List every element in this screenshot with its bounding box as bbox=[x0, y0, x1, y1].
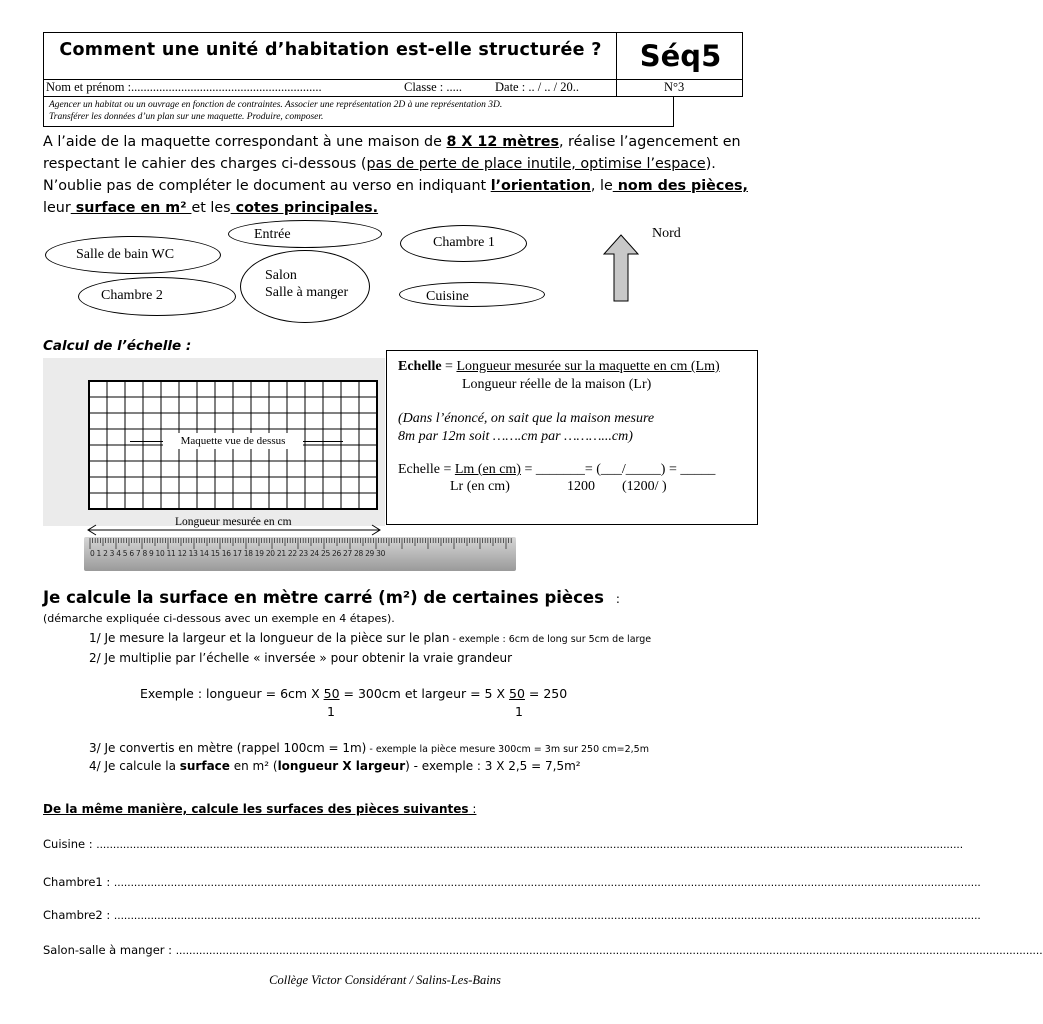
north-arrow-icon bbox=[603, 234, 639, 302]
intro-orientation: l’orientation bbox=[490, 178, 591, 194]
scale-formula-box bbox=[386, 350, 758, 525]
answer-line-chambre2[interactable] bbox=[43, 908, 981, 922]
formula-label: Echelle bbox=[398, 359, 442, 374]
surface-heading bbox=[43, 588, 620, 607]
number-field: N°3 bbox=[664, 80, 685, 94]
answer-dots[interactable]: .................................................................................................................................................................................................................................................................... bbox=[113, 908, 981, 922]
measure-label: Longueur mesurée en cm bbox=[175, 516, 292, 528]
calc-den3: (1200/ ) bbox=[622, 479, 667, 494]
answer-dots[interactable]: .................................................................................................................................................................................................................................................................... bbox=[175, 943, 1043, 957]
example-line bbox=[140, 686, 567, 701]
room-label-cuisine: Cuisine bbox=[426, 289, 469, 304]
room-oval-chambre2 bbox=[78, 277, 236, 316]
example-fraction1: 50 bbox=[323, 686, 340, 701]
calc-label: Echelle = bbox=[398, 462, 455, 477]
room-label-chambre2: Chambre 2 bbox=[101, 288, 163, 303]
answer-dots[interactable]: .................................................................................................................................................................................................................................................................... bbox=[113, 875, 981, 889]
objectives-line2: Transférer les données d’un plan sur une maquette. Produire, composer. bbox=[49, 112, 324, 122]
room-label-chambre1: Chambre 1 bbox=[433, 235, 495, 250]
sequence-label: Séq5 bbox=[639, 39, 722, 73]
formula-numerator: Longueur mesurée sur la maquette en cm (Lm) bbox=[456, 359, 720, 374]
example-text: = 300cm et largeur = 5 X bbox=[339, 686, 510, 701]
intro-text: , le bbox=[590, 178, 613, 194]
grid-label-line-right bbox=[303, 441, 343, 442]
calc-numerator: Lm (en cm) bbox=[454, 462, 521, 477]
room-oval-entree bbox=[228, 220, 382, 248]
step4 bbox=[89, 759, 581, 773]
step2: 2/ Je multiplie par l’échelle « inversée » pour obtenir la vraie grandeur bbox=[89, 651, 513, 665]
grid-label-line-left bbox=[130, 441, 163, 442]
intro-constraint: pas de perte de place inutile, optimise l’espace bbox=[366, 156, 706, 172]
formula-eq: = bbox=[441, 359, 457, 374]
step3 bbox=[89, 741, 649, 755]
step3-example: - exemple la pièce mesure 300cm = 3m sur 250 cm=2,5m bbox=[366, 744, 649, 755]
ruler bbox=[84, 537, 516, 571]
answer-label-salon: Salon-salle à manger : bbox=[43, 943, 176, 957]
intro-paragraph bbox=[43, 131, 758, 219]
intro-text: leur bbox=[43, 200, 71, 216]
answer-label-chambre1: Chambre1 : bbox=[43, 875, 114, 889]
room-label-entree: Entrée bbox=[254, 227, 291, 242]
objectives-box bbox=[43, 97, 674, 127]
step1-example: - exemple : 6cm de long sur 5cm de large bbox=[449, 634, 652, 645]
grid-label: Maquette vue de dessus bbox=[163, 433, 303, 449]
info-divider bbox=[616, 80, 617, 97]
intro-cotes: cotes principales. bbox=[230, 200, 379, 216]
surface-heading-text: Je calcule la surface en mètre carré (m²) de certaines pièces bbox=[43, 588, 604, 607]
answer-label-chambre2: Chambre2 : bbox=[43, 908, 114, 922]
room-label-salle-a-manger: Salle à manger bbox=[265, 285, 349, 300]
step4-formula: longueur X largeur bbox=[277, 759, 406, 773]
intro-text: et les bbox=[191, 200, 231, 216]
measure-arrow bbox=[86, 524, 382, 536]
exercise-heading-text: De la même manière, calcule les surfaces des pièces suivantes bbox=[43, 802, 469, 816]
surface-heading-colon: : bbox=[615, 592, 620, 606]
step4-text: en m² ( bbox=[229, 759, 278, 773]
intro-text: A l’aide de la maquette correspondant à une maison de bbox=[43, 134, 447, 150]
intro-text: N’oublie pas de compléter le document au verso en indiquant bbox=[43, 178, 491, 194]
formula-denominator: Longueur réelle de la maison (Lr) bbox=[462, 377, 652, 392]
note-line1: (Dans l’énoncé, on sait que la maison mesure bbox=[398, 411, 655, 426]
intro-surface: surface en m² bbox=[70, 200, 192, 216]
intro-text: respectant le cahier des charges ci-dessous ( bbox=[43, 156, 367, 172]
step1 bbox=[89, 631, 651, 645]
sequence-box bbox=[616, 32, 743, 80]
exercise-heading bbox=[43, 802, 476, 816]
exercise-heading-colon: : bbox=[468, 802, 477, 816]
class-field[interactable]: Classe : ..... bbox=[404, 80, 462, 94]
step3-text: 3/ Je convertis en mètre (rappel 100cm = 1m) bbox=[89, 741, 367, 755]
step4-text: 4/ Je calcule la bbox=[89, 759, 180, 773]
step1-text: 1/ Je mesure la largeur et la longueur de la pièce sur le plan bbox=[89, 631, 450, 645]
answer-line-cuisine[interactable] bbox=[43, 837, 964, 851]
answer-label-cuisine: Cuisine : bbox=[43, 837, 97, 851]
step4-surface: surface bbox=[179, 759, 230, 773]
scale-heading: Calcul de l’échelle : bbox=[43, 338, 192, 354]
room-oval-chambre1 bbox=[400, 225, 527, 262]
ruler-numbers: 0 1 2 3 4 5 6 7 8 9 10 11 12 13 14 15 16 17 18 19 20 21 22 23 24 25 26 27 28 29 30 bbox=[90, 549, 386, 558]
room-oval-cuisine bbox=[399, 282, 545, 307]
formula-line bbox=[398, 359, 720, 375]
calc-den2: 1200 bbox=[567, 479, 595, 494]
name-field[interactable]: Nom et prénom :............................................................. bbox=[46, 80, 322, 94]
room-label-salon: Salon bbox=[265, 268, 297, 283]
intro-dimensions: 8 X 12 mètres bbox=[446, 134, 559, 150]
intro-text: , réalise l’agencement en bbox=[558, 134, 741, 150]
calc-line bbox=[398, 462, 715, 478]
answer-line-salon[interactable] bbox=[43, 943, 1043, 957]
room-oval-salon bbox=[240, 250, 370, 323]
north-label: Nord bbox=[652, 226, 681, 241]
intro-room-names: nom des pièces, bbox=[612, 178, 748, 194]
answer-dots[interactable]: .................................................................................................................................................................................................................................................................... bbox=[96, 837, 964, 851]
example-text: = 250 bbox=[524, 686, 568, 701]
example-text: Exemple : longueur = 6cm X bbox=[140, 686, 324, 701]
step4-example: ) - exemple : 3 X 2,5 = 7,5m² bbox=[405, 759, 581, 773]
answer-line-chambre1[interactable] bbox=[43, 875, 981, 889]
objectives-line1: Agencer un habitat ou un ouvrage en fonction de contraintes. Associer une représentation 2D à une représentation 3D. bbox=[49, 100, 503, 110]
calc-rest[interactable]: = _______= (___/_____) = _____ bbox=[520, 462, 716, 477]
page-title: Comment une unité d’habitation est-elle structurée ? bbox=[59, 40, 602, 60]
student-info-row bbox=[43, 80, 743, 97]
example-fraction2: 50 bbox=[509, 686, 525, 701]
date-field[interactable]: Date : .. / .. / 20.. bbox=[495, 80, 580, 94]
surface-intro: (démarche expliquée ci-dessous avec un exemple en 4 étapes). bbox=[43, 612, 395, 625]
example-denominator2: 1 bbox=[515, 704, 523, 719]
title-box bbox=[43, 32, 616, 80]
example-denominator1: 1 bbox=[327, 704, 335, 719]
intro-text: ). bbox=[705, 156, 716, 172]
calc-den1: Lr (en cm) bbox=[450, 479, 510, 494]
footer: Collège Victor Considérant / Salins-Les-Bains bbox=[269, 973, 501, 987]
note-line2: 8m par 12m soit …….cm par ………...cm) bbox=[398, 429, 633, 444]
room-oval-salle-de-bain bbox=[45, 236, 221, 274]
room-label-salle-de-bain: Salle de bain WC bbox=[76, 247, 175, 262]
